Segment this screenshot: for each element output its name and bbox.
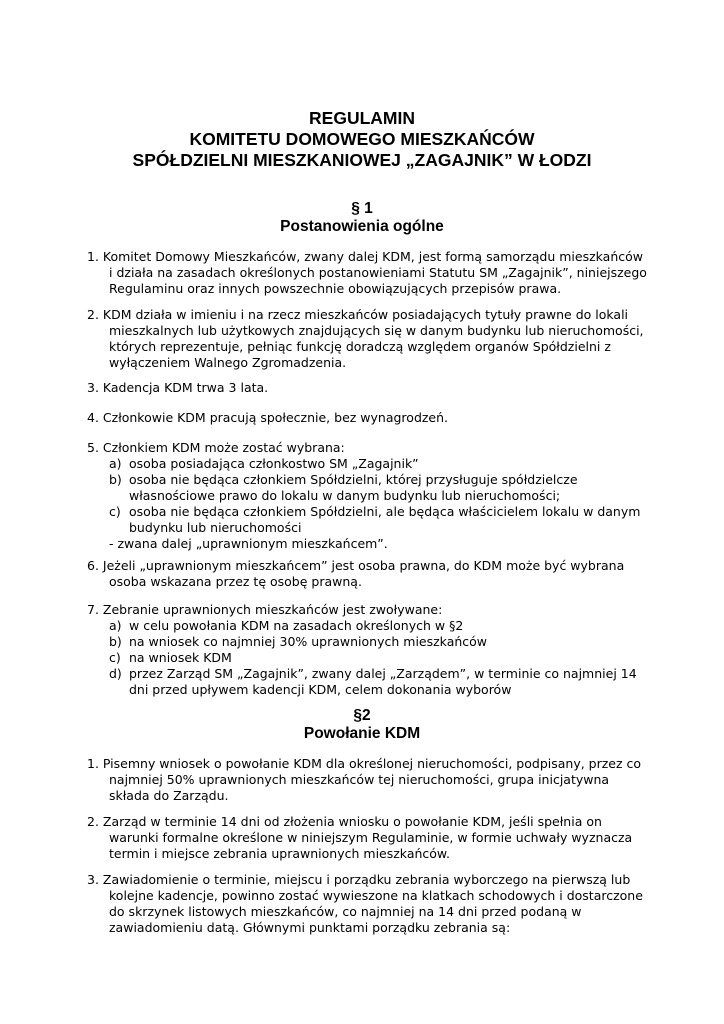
text-line: 2. Zarząd w terminie 14 dni od złożenia wniosku o powołanie KDM, jeśli spełnia on (87, 814, 602, 829)
text-line: 2. KDM działa w imieniu i na rzecz mieszkańców posiadających tytuły prawne do lokali (87, 307, 629, 322)
list-label: a) (109, 456, 122, 471)
text-line: składa do Zarządu. (109, 788, 229, 803)
text-line: Regulaminu oraz innych powszechnie obowiązujących przepisów prawa. (109, 281, 562, 296)
text-line: 7. Zebranie uprawnionych mieszkańców jest zwoływane: (87, 602, 443, 617)
text-line: 1. Pisemny wniosek o powołanie KDM dla określonej nieruchomości, podpisany, przez co (87, 756, 642, 771)
section-1-heading: Postanowienia ogólne (280, 218, 444, 235)
text-line: których reprezentuje, pełniąc funkcję doradczą względem organów Spółdzielni z (109, 339, 611, 354)
list-text: osoba posiadająca członkostwo SM „Zagajnik” (129, 456, 419, 471)
list-item-c (87, 504, 647, 520)
text-line: budynku lub nieruchomości (129, 520, 302, 535)
list-text: na wniosek KDM (129, 650, 232, 665)
list-item-a (87, 456, 647, 472)
section-2-number: §2 (353, 707, 371, 724)
section-1-point-6 (87, 558, 647, 590)
text-line: 3. Zawiadomienie o terminie, miejscu i porządku zebrania wyborczego na pierwszą lub (87, 872, 631, 887)
text-line: 1. Komitet Domowy Mieszkańców, zwany dalej KDM, jest formą samorządu mieszkańców (87, 249, 644, 264)
list-label: b) (109, 472, 122, 487)
section-1-number: § 1 (351, 200, 373, 217)
section-1-point-4 (87, 410, 647, 426)
section-2-heading: Powołanie KDM (303, 725, 421, 742)
list-label: b) (109, 634, 122, 649)
section-2-point-2 (87, 814, 647, 862)
list-item-b (87, 634, 647, 650)
list-item-a (87, 618, 647, 634)
text-line: 4. Członkowie KDM pracują społecznie, bez wynagrodzeń. (87, 410, 449, 425)
text-line: najmniej 50% uprawnionych mieszkańców tej nieruchomości, grupa inicjatywna (109, 772, 610, 787)
text-line: osoba wskazana przez tę osobę prawną. (109, 574, 362, 589)
list-text: w celu powołania KDM na zasadach określonych w §2 (129, 618, 464, 633)
text-line: warunki formalne określone w niniejszym Regulaminie, w formie uchwały wyznacza (109, 830, 633, 845)
list-label: c) (109, 650, 121, 665)
section-1-point-1 (87, 249, 647, 297)
section-1-point-7 (87, 602, 647, 698)
section-1-point-5 (87, 440, 647, 552)
text-line: zawiadomieniu datą. Głównymi punktami porządku zebrania są: (109, 920, 511, 935)
list-text: przez Zarząd SM „Zagajnik”, zwany dalej „Zarządem”, w terminie co najmniej 14 (129, 666, 637, 681)
text-line: wyłączeniem Walnego Zgromadzenia. (109, 355, 347, 370)
document-title-line-2: KOMITETU DOMOWEGO MIESZKAŃCÓW (189, 129, 535, 149)
list-text: osoba nie będąca członkiem Spółdzielni, ale będąca właścicielem lokalu w danym (129, 504, 641, 519)
text-line: 5. Członkiem KDM może zostać wybrana: (87, 440, 345, 455)
section-1-point-2 (87, 307, 647, 371)
list-item-b (87, 472, 647, 488)
list-text: na wniosek co najmniej 30% uprawnionych mieszkańców (129, 634, 488, 649)
text-line: termin i miejsce zebrania uprawnionych mieszkańców. (109, 846, 450, 861)
text-line: kolejne kadencje, powinno zostać wywieszone na klatkach schodowych i dostarczone (109, 888, 643, 903)
section-1-point-3 (87, 380, 647, 396)
text-line: i działa na zasadach określonych postanowieniami Statutu SM „Zagajnik”, niniejszego (109, 265, 647, 280)
section-2-point-1 (87, 756, 647, 804)
document-title-line-1: REGULAMIN (309, 108, 415, 128)
section-2-point-3 (87, 872, 647, 936)
text-line: dni przed upływem kadencji KDM, celem dokonania wyborów (129, 682, 512, 697)
list-item-d (87, 666, 647, 682)
text-line: 6. Jeżeli „uprawnionym mieszkańcem” jest osoba prawna, do KDM może być wybrana (87, 558, 625, 573)
text-line: do skrzynek listowych mieszkańców, co najmniej na 14 dni przed podaną w (109, 904, 582, 919)
text-line: własnościowe prawo do lokalu w danym budynku lub nieruchomości; (129, 488, 561, 503)
text-line: mieszkalnych lub użytkowych znajdujących się w danym budynku lub nieruchomości, (109, 323, 644, 338)
list-label: c) (109, 504, 121, 519)
list-text: osoba nie będąca członkiem Spółdzielni, której przysługuje spółdzielcze (129, 472, 578, 487)
document-title-line-3: SPÓŁDZIELNI MIESZKANIOWEJ „ZAGAJNIK” W ŁODZI (132, 150, 592, 170)
text-line: 3. Kadencja KDM trwa 3 lata. (87, 380, 269, 395)
list-label: a) (109, 618, 122, 633)
list-item-c (87, 650, 647, 666)
text-line: - zwana dalej „uprawnionym mieszkańcem”. (109, 536, 388, 551)
list-label: d) (109, 666, 122, 681)
